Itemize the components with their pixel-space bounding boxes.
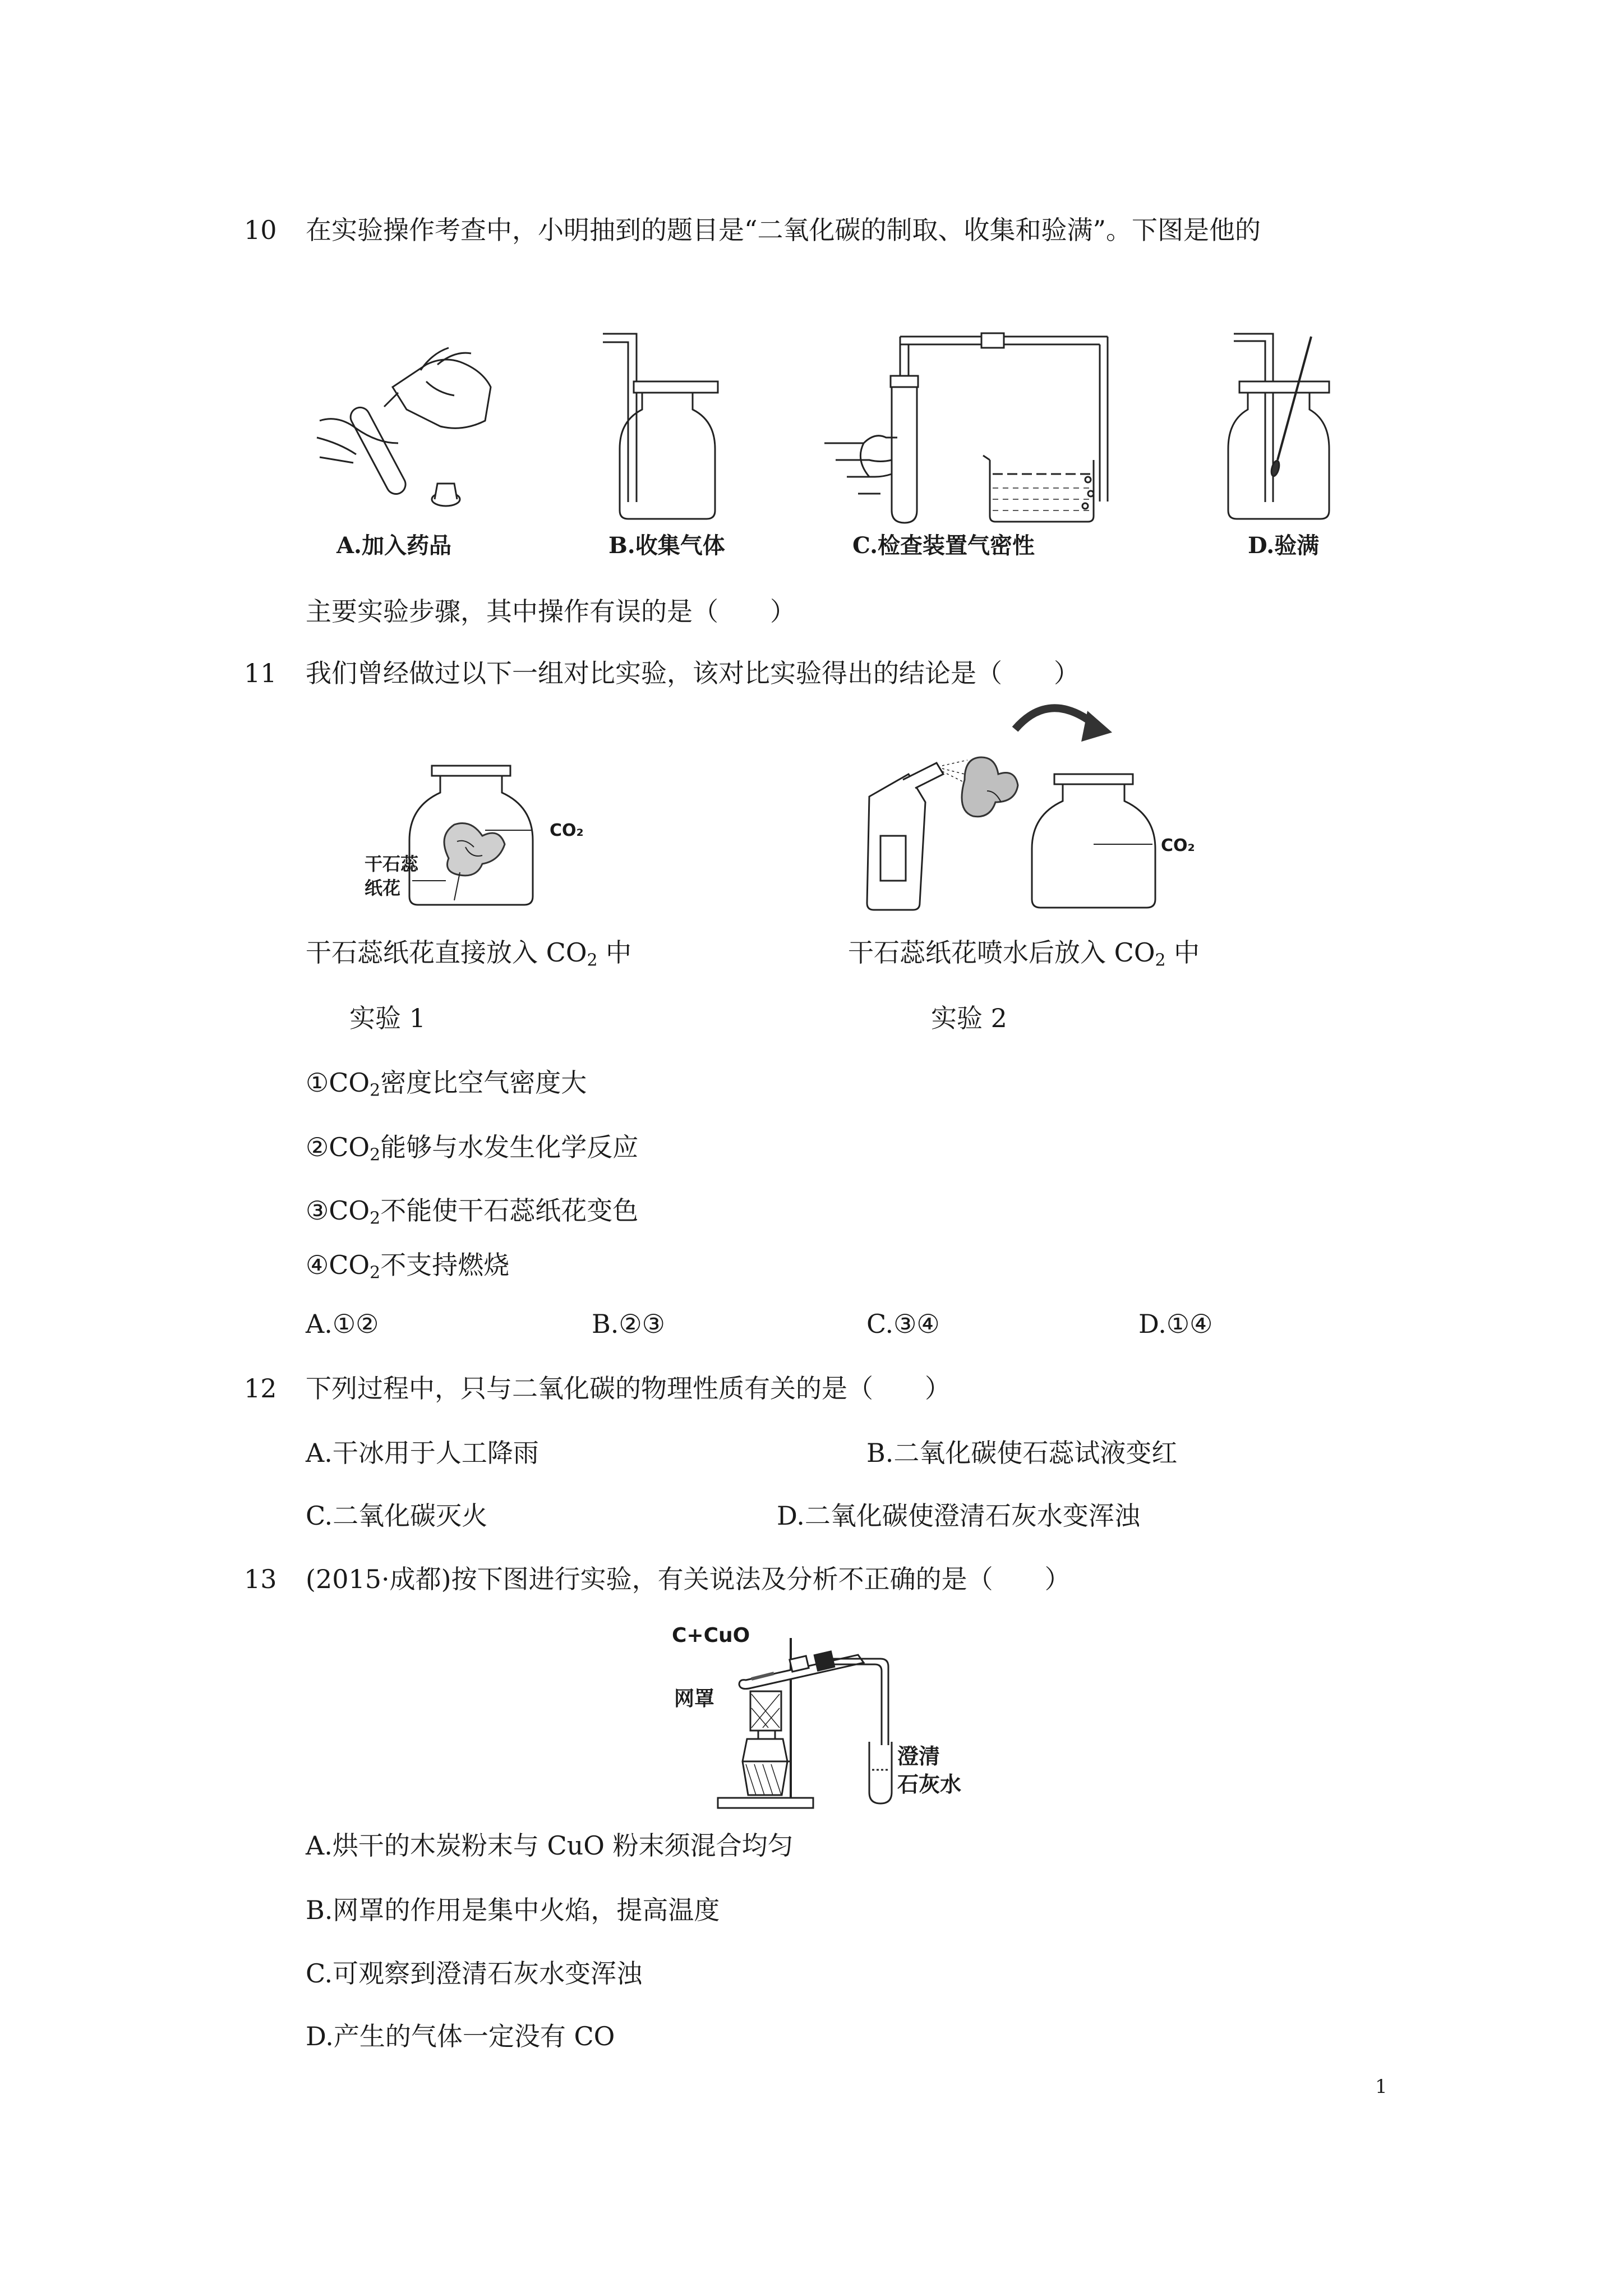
litmus-flower-label-line1: 干石蕊: [365, 853, 419, 875]
option-c: C.可观察到澄清石灰水变浑浊: [306, 1958, 643, 1989]
figure-d-check-full: [1228, 331, 1363, 522]
figure-b-caption: B.收集气体: [608, 532, 725, 559]
experiment-1-label: 实验 1: [349, 1003, 426, 1033]
option-a: A.①②: [306, 1309, 379, 1339]
option-a: A.干冰用于人工降雨: [306, 1438, 539, 1468]
question-stem: 在实验操作考查中，小明抽到的题目是“二氧化碳的制取、收集和验满”。下图是他的: [306, 215, 1261, 245]
statement-3: $③CO_2$不能使干石蕊纸花变色: [306, 1195, 639, 1228]
limewater-label-line2: 石灰水: [897, 1772, 962, 1797]
mesh-label: 网罩: [674, 1687, 715, 1710]
experiment-2-description: 干石蕊纸花喷水后放入 $CO_2$ 中: [848, 937, 1200, 970]
figure-b-collect-gas: [600, 331, 735, 522]
option-d: D.产生的气体一定没有 CO: [306, 2021, 615, 2051]
question-number: 11: [244, 658, 277, 688]
figure-a-add-reagent: [308, 337, 494, 522]
co2-label: CO₂: [1161, 836, 1195, 855]
option-d: D.①④: [1138, 1309, 1213, 1339]
option-b: B.②③: [592, 1309, 665, 1339]
option-b: B.二氧化碳使石蕊试液变红: [866, 1438, 1178, 1468]
option-b: B.网罩的作用是集中火焰，提高温度: [306, 1895, 720, 1925]
question-stem: 下列过程中，只与二氧化碳的物理性质有关的是（ ）: [306, 1373, 951, 1404]
experiment-2-label: 实验 2: [931, 1003, 1007, 1033]
experiment-1-description: 干石蕊纸花直接放入 $CO_2$ 中: [306, 937, 632, 970]
figure-c-check-airtightness: [824, 331, 1094, 522]
question-stem: (2015·成都)按下图进行实验，有关说法及分析不正确的是（ ）: [306, 1564, 1071, 1594]
figure-d-caption: D.验满: [1248, 532, 1320, 559]
question-number: 10: [244, 215, 277, 245]
option-d: D.二氧化碳使澄清石灰水变浑浊: [777, 1501, 1140, 1531]
litmus-flower-label-line2: 纸花: [365, 877, 401, 899]
question-number: 12: [244, 1373, 277, 1404]
reactants-label: C+CuO: [672, 1624, 750, 1647]
statement-2: $②CO_2$能够与水发生化学反应: [306, 1132, 639, 1165]
experiment-2-figure: [852, 696, 1211, 914]
option-c: C.③④: [866, 1309, 940, 1339]
question-stem-continued: 主要实验步骤，其中操作有误的是（ ）: [306, 596, 796, 627]
page-number: 1: [1375, 2076, 1387, 2098]
statement-4: $④CO_2$不支持燃烧: [306, 1250, 510, 1283]
co2-label: CO₂: [550, 821, 584, 840]
question-stem: 我们曾经做过以下一组对比实验，该对比实验得出的结论是（ ）: [306, 658, 1080, 688]
figure-a-caption: A.加入药品: [336, 532, 451, 559]
figure-c-caption: C.检查装置气密性: [852, 532, 1035, 559]
option-c: C.二氧化碳灭火: [306, 1501, 488, 1531]
option-a: A.烘干的木炭粉末与 CuO 粉末须混合均匀: [306, 1830, 794, 1861]
limewater-label-line1: 澄清: [897, 1744, 940, 1769]
statement-1: $①CO_2$密度比空气密度大: [306, 1068, 587, 1101]
question-number: 13: [244, 1564, 277, 1594]
